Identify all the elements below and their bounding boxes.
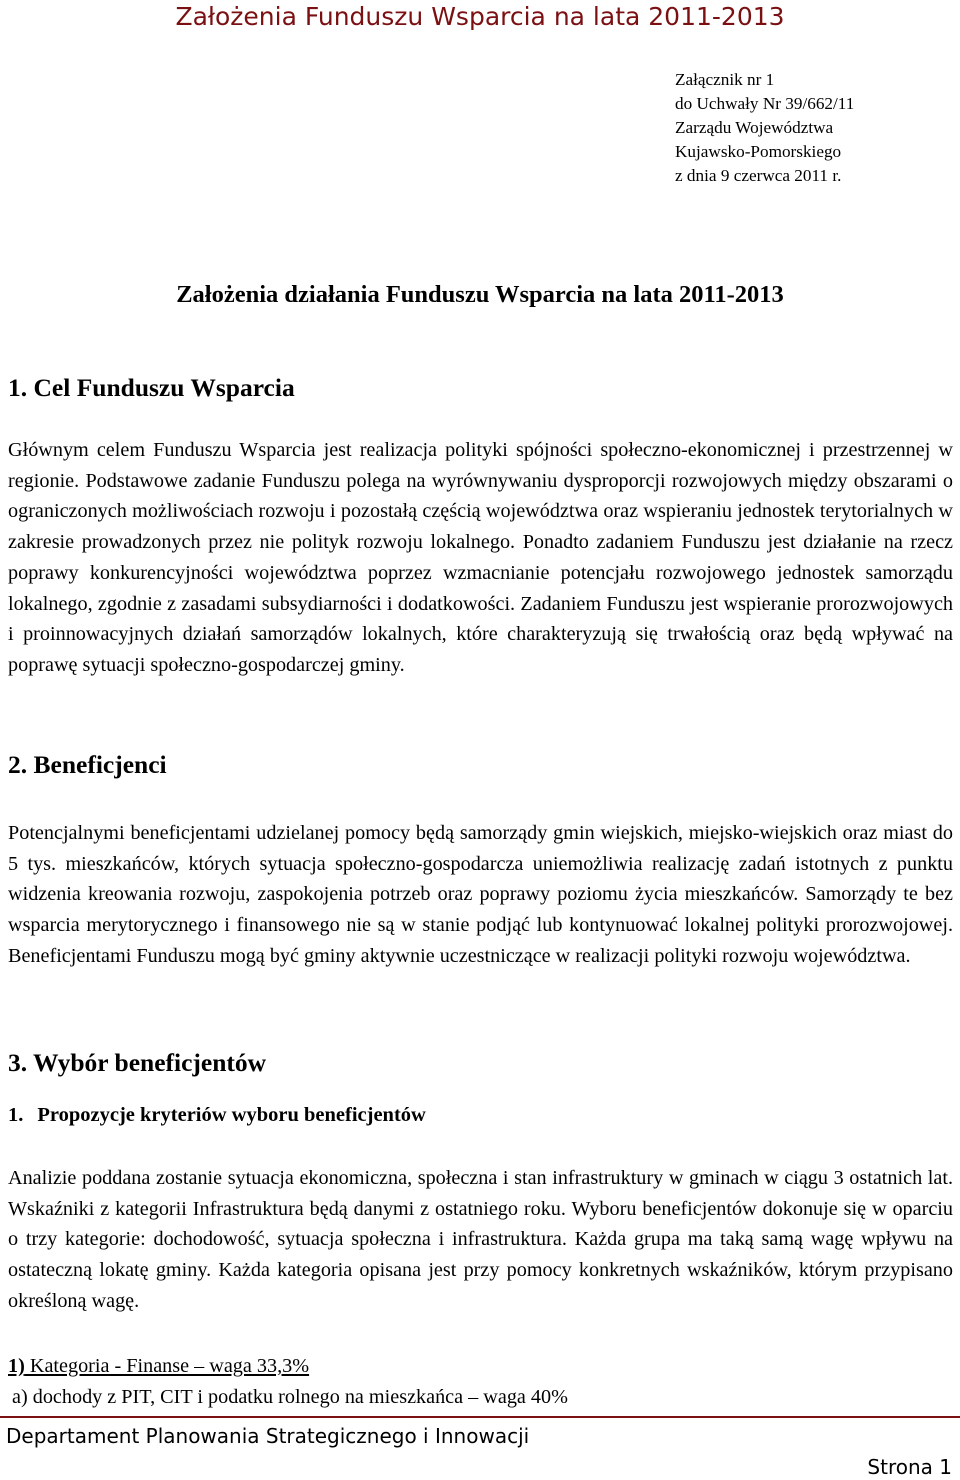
category-text: Kategoria - Finanse – waga 33,3% <box>24 1355 310 1377</box>
page-footer <box>0 1416 960 1480</box>
section-2-heading: 2. Beneficjenci <box>8 750 167 779</box>
footer-divider <box>0 1416 960 1418</box>
attachment-line: z dnia 9 czerwca 2011 r. <box>675 166 842 185</box>
section-3-paragraph: Analizie poddana zostanie sytuacja ekonomiczna, społeczna i stan infrastruktury w gminach w ciągu 3 ostatnich lat. Wskaźniki z kategorii Infrastruktura będą danymi z ostatniego roku. Wyboru beneficjentów dokonuje się w oparciu o trzy kategorie: dochodowość, sytuacja społeczna i infrastruktura. Każda grupa ma taką samą wagę wpływu na ostateczną lokatę gminy. Każda kategoria opisana jest przy pomocy konkretnych wskaźników, którym przypisano określoną wagę. <box>8 1167 953 1312</box>
criteria-subheading-number: 1. <box>8 1104 24 1126</box>
criteria-subheading <box>8 1100 426 1130</box>
attachment-line: Kujawsko-Pomorskiego <box>675 142 842 161</box>
section-1-heading: 1. Cel Funduszu Wsparcia <box>8 373 295 402</box>
document-title: Założenia działania Funduszu Wsparcia na lata 2011-2013 <box>176 281 784 308</box>
category-number: 1) <box>8 1355 25 1377</box>
section-3-heading: 3. Wybór beneficjentów <box>8 1048 267 1077</box>
footer-page-number: Strona 1 <box>867 1455 952 1479</box>
criteria-subheading-text: Propozycje kryteriów wyboru beneficjentów <box>37 1104 426 1126</box>
section-1-paragraph: Głównym celem Funduszu Wsparcia jest realizacja polityki spójności społeczno-ekonomicznej i przestrzennej w regionie. Podstawowe zadanie Funduszu polega na wyrównywaniu dysproporcji rozwojowych między obszarami o ograniczonych możliwościach rozwoju i pozostałą częścią województwa oraz wspieraniu jednostek terytorialnych w zakresie prowadzonych przez nie polityk rozwoju lokalnego. Ponadto zadaniem Funduszu jest działanie na rzecz poprawy konkurencyjności województwa poprzez wzmacnianie potencjału rozwojowego jednostek samorządu lokalnego, zgodnie z zasadami subsydiarności i dodatkowości. Zadaniem Funduszu jest wspieranie prorozwojowych i proinnowacyjnych działań samorządów lokalnych, które charakteryzują się trwałością oraz będą wpływać na poprawę sytuacji społeczno-gospodarczej gminy. <box>8 439 953 676</box>
attachment-line: do Uchwały Nr 39/662/11 <box>675 94 855 113</box>
attachment-line: Zarządu Województwa <box>675 118 834 137</box>
section-2-paragraph: Potencjalnymi beneficjentami udzielanej pomocy będą samorządy gmin wiejskich, miejsko-wiejskich oraz miast do 5 tys. mieszkańców, których sytuacja społeczno-gospodarcza uniemożliwia realizację zadań istotnych z punktu widzenia kreowania rozwoju, zaspokojenia potrzeb oraz poprawy poziomu życia mieszkańców. Samorządy te bez wsparcia merytorycznego i finansowego nie są w stanie podjąć lub kontynuować lokalnej polityki prorozwojowej. Beneficjentami Funduszu mogą być gminy aktywnie uczestniczące w realizacji polityki rozwoju województwa. <box>8 822 953 967</box>
attachment-note <box>675 68 854 188</box>
criterion-a-line: a) dochody z PIT, CIT i podatku rolnego na mieszkańca – waga 40% <box>12 1386 568 1408</box>
category-finance-line <box>8 1352 309 1380</box>
footer-department: Departament Planowania Strategicznego i Innowacji <box>6 1424 530 1448</box>
attachment-line: Załącznik nr 1 <box>675 70 775 89</box>
page-header-title: Założenia Funduszu Wsparcia na lata 2011-2013 <box>175 2 785 31</box>
